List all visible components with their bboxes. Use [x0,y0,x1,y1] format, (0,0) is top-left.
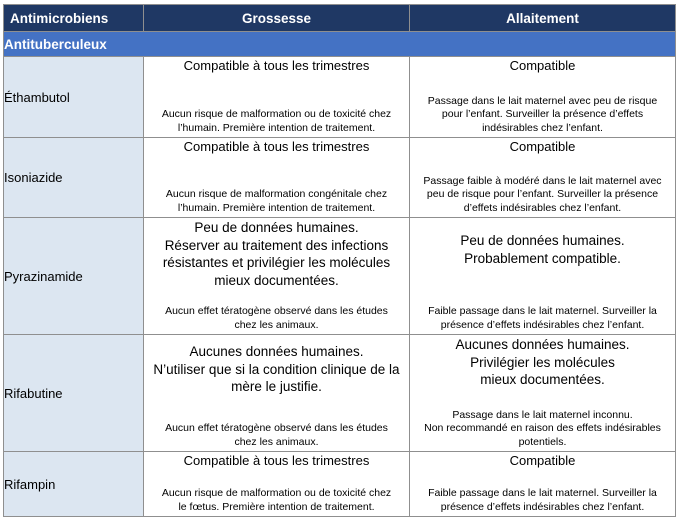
header-allaitement: Allaitement [410,5,676,32]
table-row [4,335,676,452]
header-row [4,5,676,32]
pregnancy-main: Compatible à tous les trimestres [183,139,370,154]
pregnancy-cell [144,218,410,335]
lactation-cell [410,57,676,138]
section-antituberculeux: Antituberculeux [4,32,676,57]
drug-name: Rifabutine [4,335,144,452]
pregnancy-note: Aucun risque de malformation ou de toxicité chez l’humain. Première intention de traitement. [161,108,392,134]
pregnancy-main: Compatible à tous les trimestres [183,58,370,73]
lactation-main: Compatible [509,453,576,468]
lactation-note: Faible passage dans le lait maternel. Surveiller la présence d’effets indésirables chez l’enfant. [428,305,657,331]
header-antimicrobiens: Antimicrobiens [4,5,144,32]
lactation-note: Faible passage dans le lait maternel. Surveiller la présence d’effets indésirables chez l’enfant. [428,487,657,513]
drug-name: Rifampin [4,452,144,517]
table-row [4,138,676,218]
drug-name: Éthambutol [4,57,144,138]
lactation-main: Compatible [509,139,576,154]
lactation-note: Passage faible à modéré dans le lait maternel avec peu de risque pour l’enfant. Surveiller la présence d’effets indésirables chez l’enfant. [423,174,662,214]
pregnancy-note: Aucun effet tératogène observé dans les études chez les animaux. [165,422,388,448]
pregnancy-note: Aucun risque de malformation ou de toxicité chez le fœtus. Première intention de traitement. [161,487,392,513]
lactation-main: Peu de données humaines. Probablement compatible. [460,233,625,266]
section-row [4,32,676,57]
lactation-cell [410,452,676,517]
table-row [4,452,676,517]
pregnancy-note: Aucun risque de malformation congénitale chez l’humain. Première intention de traitement. [165,188,388,214]
drug-name: Isoniazide [4,138,144,218]
pregnancy-cell [144,335,410,452]
lactation-cell [410,138,676,218]
drug-name: Pyrazinamide [4,218,144,335]
lactation-main: Compatible [509,58,576,73]
pregnancy-cell [144,138,410,218]
table-row [4,218,676,335]
pregnancy-main: Peu de données humaines. Réserver au traitement des infections résistantes et privilégier les molécules mieux documentées. [162,220,391,288]
lactation-main: Aucunes données humaines. Privilégier les molécules mieux documentées. [455,337,630,387]
lactation-cell [410,335,676,452]
pregnancy-note: Aucun effet tératogène observé dans les études chez les animaux. [165,305,388,331]
header-grossesse: Grossesse [144,5,410,32]
lactation-note: Passage dans le lait maternel inconnu. Non recommandé en raison des effets indésirables potentiels. [424,408,661,448]
pregnancy-cell [144,57,410,138]
lactation-cell [410,218,676,335]
lactation-note: Passage dans le lait maternel avec peu de risque pour l’enfant. Surveiller la présence d’effets indésirables chez l’enfant. [427,94,658,134]
pregnancy-cell [144,452,410,517]
pregnancy-main: Compatible à tous les trimestres [183,453,370,468]
table-row [4,57,676,138]
drug-table [3,4,676,517]
pregnancy-main: Aucunes données humaines. N’utiliser que si la condition clinique de la mère le justifie. [153,344,400,394]
